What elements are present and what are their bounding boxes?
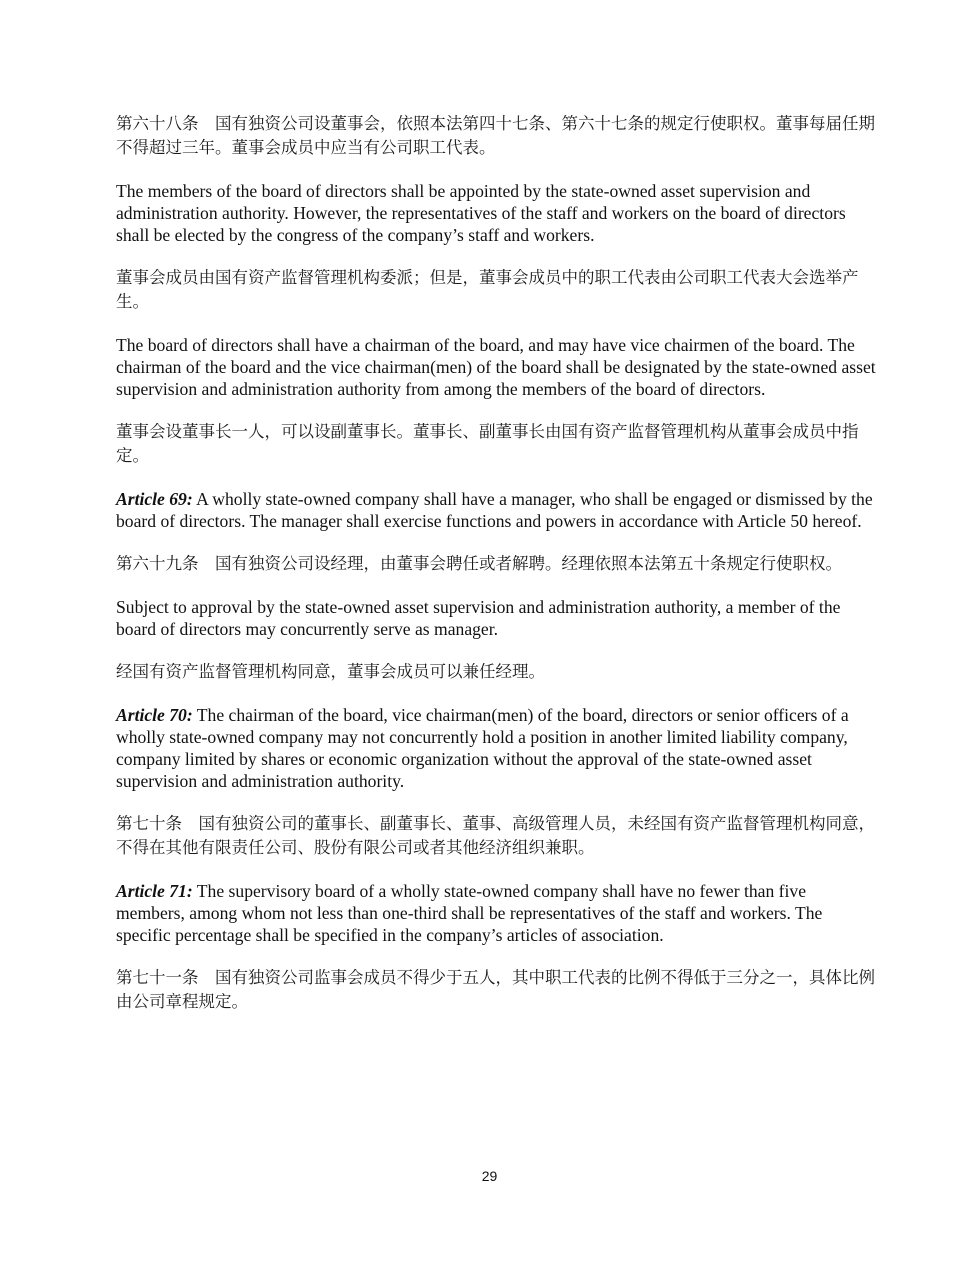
article-70-heading: Article 70:: [116, 705, 193, 725]
article-71-body: The supervisory board of a wholly state-owned company shall have no fewer than five members, among whom not less than one-third shall be representatives of the staff and workers. The specific percentage shall be specified in the company’s articles of association.: [116, 881, 823, 945]
board-chairman-en: The board of directors shall have a chairman of the board, and may have vice chairmen of the board. The chairman of the board and the vice chairman(men) of the board shall be designated by the state-owned asset supervision and administration authority from among the members of the board of directors.: [116, 335, 876, 399]
article-70-zh: 第七十条 国有独资公司的董事长、副董事长、董事、高级管理人员，未经国有资产监督管理机构同意，不得在其他有限责任公司、股份有限公司或者其他经济组织兼职。: [116, 814, 875, 857]
page-number: 29: [481, 1168, 498, 1184]
article-68-zh: 第六十八条 国有独资公司设董事会，依照本法第四十七条、第六十七条的规定行使职权。董事每届任期不得超过三年。董事会成员中应当有公司职工代表。: [116, 114, 875, 157]
article-70-en: [116, 704, 876, 792]
concurrent-manager-en: Subject to approval by the state-owned asset supervision and administration authority, a member of the board of directors may concurrently serve as manager.: [116, 597, 841, 639]
concurrent-manager-zh: 经国有资产监督管理机构同意，董事会成员可以兼任经理。: [116, 662, 545, 681]
document-body: [116, 112, 876, 1034]
article-69-zh: 第六十九条 国有独资公司设经理，由董事会聘任或者解聘。经理依照本法第五十条规定行使职权。: [116, 554, 842, 573]
board-appointment-en: The members of the board of directors shall be appointed by the state-owned asset supervision and administration authority. However, the representatives of the staff and workers on the board of directors shall be elected by the congress of the company’s staff and workers.: [116, 181, 846, 245]
article-70-body: The chairman of the board, vice chairman(men) of the board, directors or senior officers of a wholly state-owned company may not concurrently hold a position in another limited liability company, company limited by shares or economic organization without the approval of the state-owned asset supervision and administration authority.: [116, 705, 849, 791]
article-69-body: A wholly state-owned company shall have a manager, who shall be engaged or dismissed by the board of directors. The manager shall exercise functions and powers in accordance with Article 50 hereof.: [116, 489, 873, 531]
article-69-heading: Article 69:: [116, 489, 193, 509]
article-71-heading: Article 71:: [116, 881, 193, 901]
article-71-en: [116, 880, 876, 946]
board-chairman-zh: 董事会设董事长一人，可以设副董事长。董事长、副董事长由国有资产监督管理机构从董事会成员中指定。: [116, 422, 859, 465]
article-71-zh: 第七十一条 国有独资公司监事会成员不得少于五人，其中职工代表的比例不得低于三分之一，具体比例由公司章程规定。: [116, 968, 875, 1011]
board-appointment-zh: 董事会成员由国有资产监督管理机构委派；但是，董事会成员中的职工代表由公司职工代表大会选举产生。: [116, 268, 859, 311]
article-69-en: [116, 488, 876, 532]
